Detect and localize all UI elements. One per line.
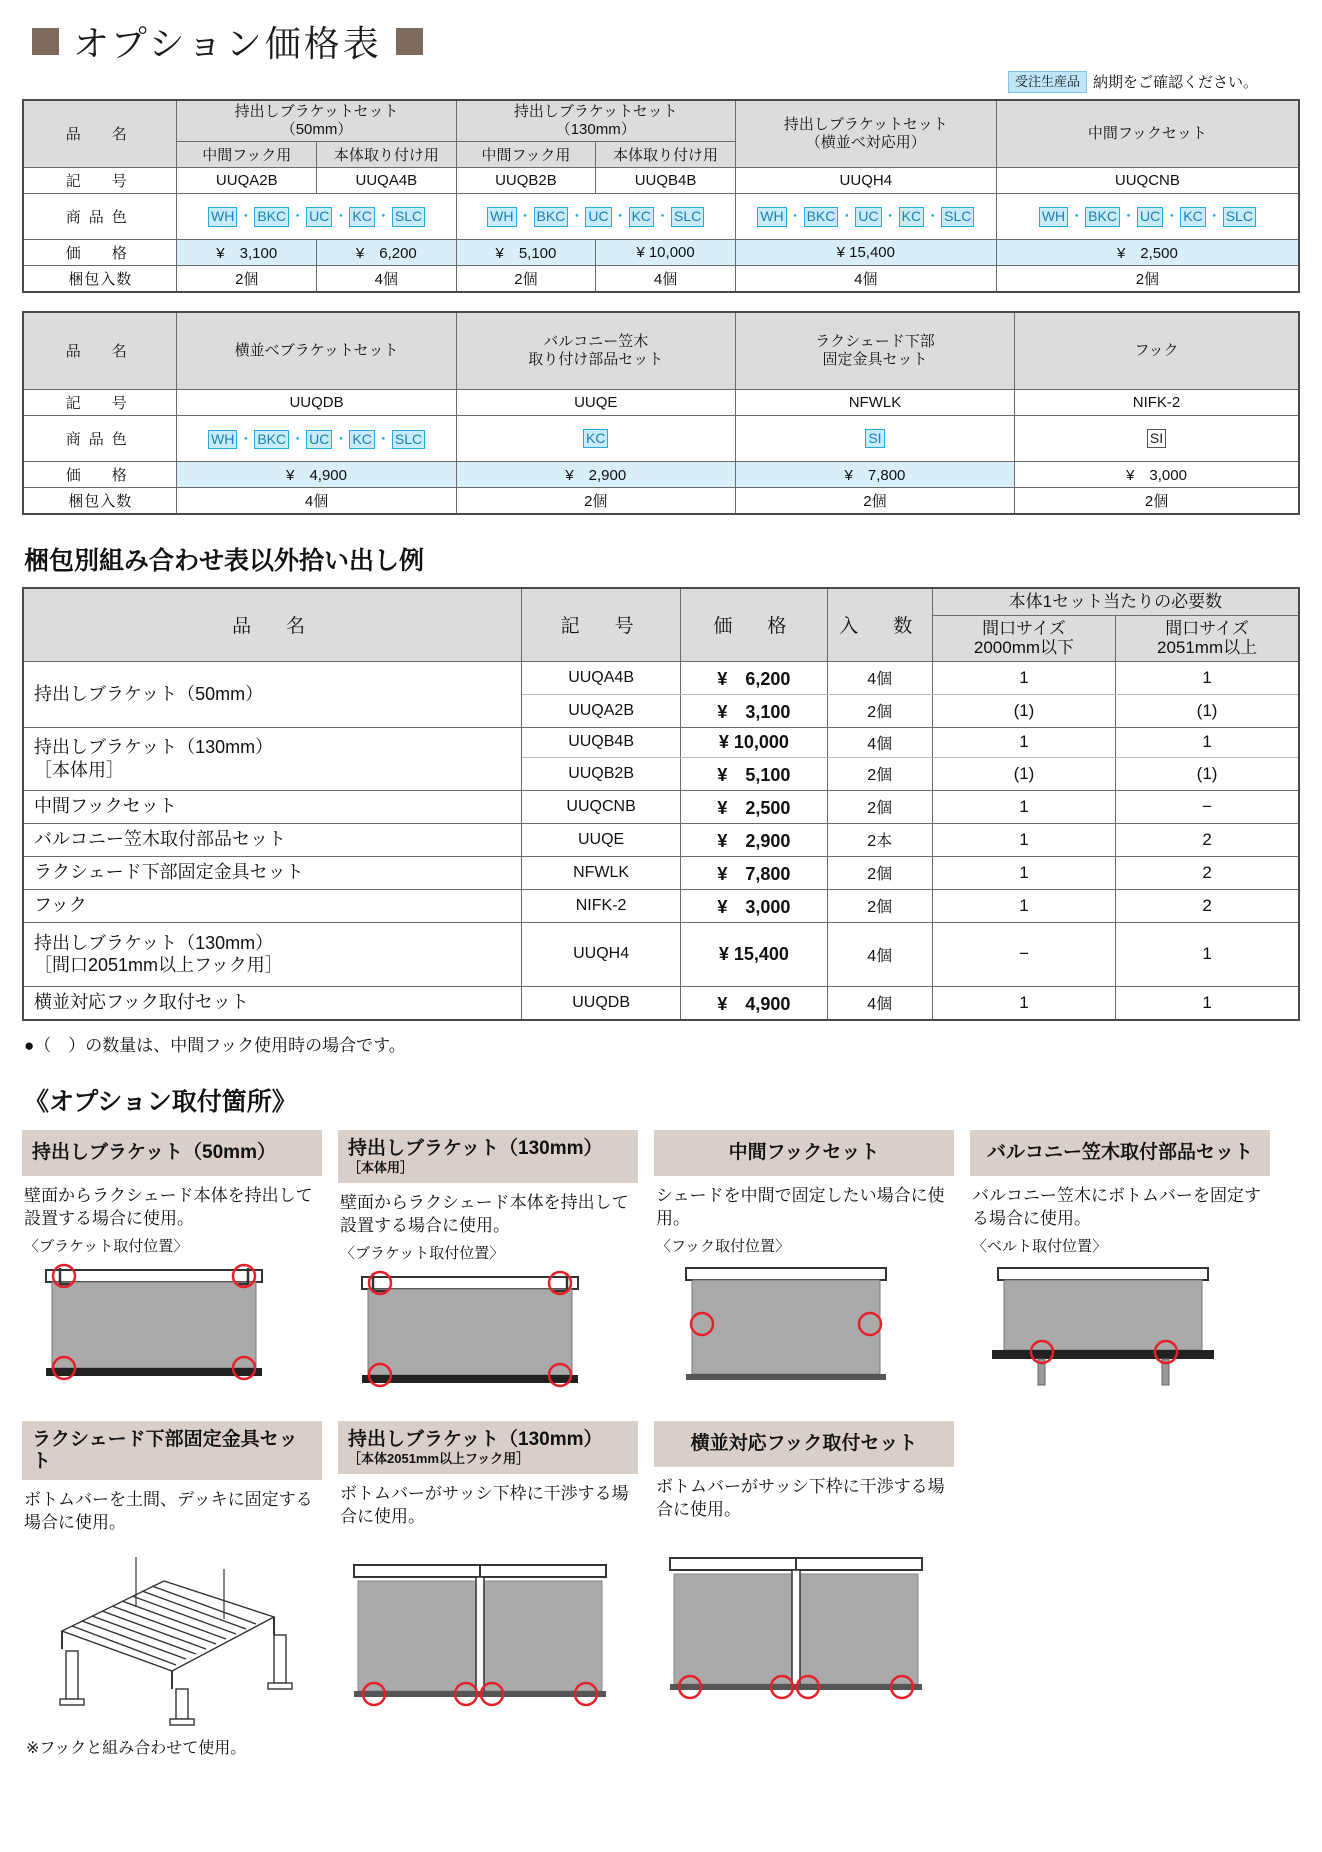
table-row [23, 889, 1299, 922]
table2-qty-row [23, 488, 1299, 515]
card-title-lower-fixing [22, 1421, 322, 1481]
t3-count-4-0: 2個 [827, 856, 932, 889]
table-row [23, 727, 1299, 757]
figure-double-b [656, 1544, 936, 1734]
card-subtitle-text: ［本体用］ [348, 1159, 414, 1175]
breakdown-table [22, 587, 1300, 1021]
t2-price-1: ¥ 2,900 [456, 462, 735, 488]
t3-name-2: 中間フックセット [23, 790, 522, 823]
t2-qty-1: 2個 [456, 488, 735, 515]
t3-b-1-1: (1) [1116, 757, 1299, 790]
t1-code-3: UUQB4B [596, 167, 736, 193]
card-desc-side-hook: ボトムバーがサッシ下枠に干渉する場合に使用。 [656, 1476, 945, 1519]
t3-code-3-0: UUQE [522, 823, 681, 856]
t3-code-7-0: UUQDB [522, 986, 681, 1020]
table-row [23, 986, 1299, 1020]
t3-h-code: 記 号 [522, 588, 681, 661]
t2-price-3: ¥ 3,000 [1015, 462, 1299, 488]
t1-code-1: UUQA4B [317, 167, 457, 193]
t1-sub-0-1: 本体取り付け用 [317, 141, 457, 167]
t3-price-1-1: ¥ 5,100 [681, 757, 828, 790]
t3-name-3: バルコニー笠木取付部品セット [23, 823, 522, 856]
figure-deck [24, 1539, 304, 1729]
t3-count-5-0: 2個 [827, 889, 932, 922]
t3-a-2-0: 1 [932, 790, 1115, 823]
t3-a-1-1: (1) [932, 757, 1115, 790]
card-title-text: 持出しブラケット（50mm） [32, 1141, 276, 1163]
t1-label-code: 記 号 [23, 167, 177, 193]
t3-a-3-0: 1 [932, 823, 1115, 856]
t3-name-1: 持出しブラケット（130mm） ［本体用］ [23, 727, 522, 790]
t1-qty-2: 2個 [456, 265, 596, 292]
t1-colors-3: WH ・ BKC ・ UC ・ KC ・ SLC [996, 193, 1299, 239]
t1-price-0: ¥ 3,100 [177, 239, 317, 265]
t2-name-0: 横並べブラケットセット [177, 312, 456, 390]
table1-price-row [23, 239, 1299, 265]
t1-qty-5: 2個 [996, 265, 1299, 292]
table-row [23, 790, 1299, 823]
t3-code-1-1: UUQB2B [522, 757, 681, 790]
t2-code-1: UUQE [456, 390, 735, 416]
t3-a-7-0: 1 [932, 986, 1115, 1020]
t3-code-5-0: NIFK-2 [522, 889, 681, 922]
card-caption-balcony: 〈ベルト取付位置〉 [972, 1237, 1108, 1255]
t1-qty-0: 2個 [177, 265, 317, 292]
table-row [23, 661, 1299, 694]
t1-price-5: ¥ 2,500 [996, 239, 1299, 265]
card-footnote-lower-fixing: ※フックと組み合わせて使用。 [26, 1740, 247, 1758]
card-bracket-130-hook [338, 1421, 638, 1759]
t3-h-need-a: 間口サイズ 2000mm以下 [932, 615, 1115, 661]
t3-b-5-0: 2 [1116, 889, 1299, 922]
t1-qty-1: 4個 [317, 265, 457, 292]
t1-group-3: 中間フックセット [996, 100, 1299, 168]
t3-b-0-0: 1 [1116, 661, 1299, 694]
t2-colors-1: KC [456, 416, 735, 462]
t2-code-3: NIFK-2 [1015, 390, 1299, 416]
t3-count-2-0: 2個 [827, 790, 932, 823]
t3-b-0-1: (1) [1116, 694, 1299, 727]
t3-a-0-0: 1 [932, 661, 1115, 694]
table1-color-row [23, 193, 1299, 239]
t3-b-4-0: 2 [1116, 856, 1299, 889]
t3-count-3-0: 2本 [827, 823, 932, 856]
t2-code-2: NFWLK [735, 390, 1014, 416]
t3-b-6-0: 1 [1116, 922, 1299, 986]
t2-label-color: 商品色 [23, 416, 177, 462]
page-title [32, 16, 1300, 67]
made-to-order-text: 納期をご確認ください。 [1092, 74, 1258, 92]
t3-code-0-1: UUQA2B [522, 694, 681, 727]
card-lower-fixing [22, 1421, 322, 1759]
t2-name-3: フック [1015, 312, 1299, 390]
t1-colors-1: WH ・ BKC ・ UC ・ KC ・ SLC [456, 193, 735, 239]
t1-group-2: 持出しブラケットセット （横並べ対応用） [735, 100, 996, 168]
table2-header-row [23, 312, 1299, 390]
t3-count-1-1: 2個 [827, 757, 932, 790]
t2-qty-0: 4個 [177, 488, 456, 515]
t3-a-4-0: 1 [932, 856, 1115, 889]
figure-double-a [340, 1551, 620, 1741]
card-title-bracket-130 [338, 1130, 638, 1183]
t2-qty-2: 2個 [735, 488, 1014, 515]
t1-price-3: ¥ 10,000 [596, 239, 736, 265]
t3-name-0: 持出しブラケット（50mm） [23, 661, 522, 727]
card-bracket-50 [22, 1130, 322, 1399]
table2-color-row [23, 416, 1299, 462]
install-cards-row-2 [22, 1421, 1300, 1759]
t2-name-1: バルコニー笠木 取り付け部品セット [456, 312, 735, 390]
t2-price-2: ¥ 7,800 [735, 462, 1014, 488]
t3-price-1-0: ¥ 10,000 [681, 727, 828, 757]
table2-code-row [23, 390, 1299, 416]
section-heading-install: 《オプション取付箇所》 [24, 1087, 297, 1116]
t3-price-3-0: ¥ 2,900 [681, 823, 828, 856]
figure-bracket-130 [340, 1269, 620, 1399]
t3-code-2-0: UUQCNB [522, 790, 681, 823]
card-desc-balcony: バルコニー笠木にボトムバーを固定する場合に使用。 [972, 1185, 1261, 1228]
page-title-text: オプション価格表 [73, 23, 382, 64]
t1-qty-4: 4個 [735, 265, 996, 292]
t3-code-0-0: UUQA4B [522, 661, 681, 694]
figure-balcony [972, 1262, 1252, 1392]
card-title-text: 横並対応フック取付セット [690, 1432, 918, 1454]
card-title-text: ラクシェード下部固定金具セット [32, 1428, 298, 1472]
t3-count-0-1: 2個 [827, 694, 932, 727]
t1-code-2: UUQB2B [456, 167, 596, 193]
t3-a-5-0: 1 [932, 889, 1115, 922]
table-footnote: ●（ ）の数量は、中間フック使用時の場合です。 [24, 1035, 406, 1055]
t1-price-4: ¥ 15,400 [735, 239, 996, 265]
t2-colors-3: SI [1015, 416, 1299, 462]
t3-count-1-0: 4個 [827, 727, 932, 757]
card-subtitle-text: ［本体2051mm以上フック用］ [348, 1450, 530, 1466]
t2-price-0: ¥ 4,900 [177, 462, 456, 488]
made-to-order-badge: 受注生産品 [1008, 71, 1087, 93]
t2-colors-0: WH ・ BKC ・ UC ・ KC ・ SLC [177, 416, 456, 462]
t3-a-0-1: (1) [932, 694, 1115, 727]
t1-code-4: UUQH4 [735, 167, 996, 193]
card-caption-mid-hook: 〈フック取付位置〉 [656, 1237, 790, 1255]
card-title-side-hook [654, 1421, 954, 1467]
card-desc-lower-fixing: ボトムバーを土間、デッキに固定する場合に使用。 [24, 1490, 313, 1533]
t1-colors-2: WH ・ BKC ・ UC ・ KC ・ SLC [735, 193, 996, 239]
t3-name-4: ラクシェード下部固定金具セット [23, 856, 522, 889]
t3-b-3-0: 2 [1116, 823, 1299, 856]
made-to-order-notice [22, 71, 1258, 93]
t1-price-1: ¥ 6,200 [317, 239, 457, 265]
figure-bracket-50 [24, 1262, 304, 1392]
t3-price-2-0: ¥ 2,500 [681, 790, 828, 823]
t1-code-5: UUQCNB [996, 167, 1299, 193]
t3-name-7: 横並対応フック取付セット [23, 986, 522, 1020]
t3-count-6-0: 4個 [827, 922, 932, 986]
t3-price-4-0: ¥ 7,800 [681, 856, 828, 889]
figure-mid-hook [656, 1262, 936, 1392]
card-desc-bracket-130: 壁面からラクシェード本体を持出して設置する場合に使用。 [340, 1192, 629, 1235]
t3-code-4-0: NFWLK [522, 856, 681, 889]
card-caption-bracket-130: 〈ブラケット取付位置〉 [340, 1244, 505, 1262]
card-caption-bracket-50: 〈ブラケット取付位置〉 [24, 1237, 189, 1255]
t1-group-1: 持出しブラケットセット （130mm） [456, 100, 735, 142]
t1-qty-3: 4個 [596, 265, 736, 292]
t3-price-5-0: ¥ 3,000 [681, 889, 828, 922]
t1-colors-0: WH ・ BKC ・ UC ・ KC ・ SLC [177, 193, 456, 239]
t3-b-2-0: − [1116, 790, 1299, 823]
t3-price-6-0: ¥ 15,400 [681, 922, 828, 986]
t3-price-0-0: ¥ 6,200 [681, 661, 828, 694]
card-title-text: バルコニー笠木取付部品セット [986, 1141, 1253, 1163]
t3-h-need-b: 間口サイズ 2051mm以上 [1116, 615, 1299, 661]
card-balcony [970, 1130, 1270, 1399]
square-marker-right-icon [396, 28, 423, 55]
t3-count-7-0: 4個 [827, 986, 932, 1020]
t1-price-2: ¥ 5,100 [456, 239, 596, 265]
card-title-balcony [970, 1130, 1270, 1176]
t3-a-6-0: − [932, 922, 1115, 986]
t2-qty-3: 2個 [1015, 488, 1299, 515]
table-row [23, 823, 1299, 856]
t1-label-name: 品 名 [23, 100, 177, 168]
t2-label-code: 記 号 [23, 390, 177, 416]
table-row [23, 856, 1299, 889]
t2-label-price: 価 格 [23, 462, 177, 488]
t3-h-price: 価 格 [681, 588, 828, 661]
t2-colors-2: SI [735, 416, 1014, 462]
table1-qty-row [23, 265, 1299, 292]
t1-label-color: 商品色 [23, 193, 177, 239]
t3-price-0-1: ¥ 3,100 [681, 694, 828, 727]
t2-label-name: 品 名 [23, 312, 177, 390]
t1-group-0: 持出しブラケットセット （50mm） [177, 100, 456, 142]
option-price-table-1 [22, 99, 1300, 293]
t1-sub-1-0: 中間フック用 [456, 141, 596, 167]
table-row [23, 922, 1299, 986]
t1-sub-0-0: 中間フック用 [177, 141, 317, 167]
t1-label-qty: 梱包入数 [23, 265, 177, 292]
table2-price-row [23, 462, 1299, 488]
t3-name-5: フック [23, 889, 522, 922]
t3-header-row-1 [23, 588, 1299, 615]
card-desc-mid-hook: シェードを中間で固定したい場合に使用。 [656, 1185, 945, 1228]
card-title-text: 持出しブラケット（130mm） [348, 1137, 603, 1159]
card-bracket-130 [338, 1130, 638, 1399]
t3-a-1-0: 1 [932, 727, 1115, 757]
install-cards-row-1 [22, 1130, 1300, 1399]
t2-name-2: ラクシェード下部 固定金具セット [735, 312, 1014, 390]
t3-price-7-0: ¥ 4,900 [681, 986, 828, 1020]
t3-code-6-0: UUQH4 [522, 922, 681, 986]
t3-b-7-0: 1 [1116, 986, 1299, 1020]
card-desc-bracket-50: 壁面からラクシェード本体を持出して設置する場合に使用。 [24, 1185, 313, 1228]
card-title-bracket-50 [22, 1130, 322, 1176]
card-title-text: 持出しブラケット（130mm） [348, 1428, 603, 1450]
t2-code-0: UUQDB [177, 390, 456, 416]
card-side-hook [654, 1421, 954, 1759]
t1-sub-1-1: 本体取り付け用 [596, 141, 736, 167]
table1-code-row [23, 167, 1299, 193]
square-marker-left-icon [32, 28, 59, 55]
card-title-text: 中間フックセット [728, 1141, 880, 1163]
card-desc-bracket-130-hook: ボトムバーがサッシ下枠に干渉する場合に使用。 [340, 1483, 629, 1526]
t3-name-6: 持出しブラケット（130mm） ［間口2051mm以上フック用］ [23, 922, 522, 986]
t1-code-0: UUQA2B [177, 167, 317, 193]
t3-code-1-0: UUQB4B [522, 727, 681, 757]
card-title-mid-hook [654, 1130, 954, 1176]
t2-label-qty: 梱包入数 [23, 488, 177, 515]
t3-count-0-0: 4個 [827, 661, 932, 694]
t3-b-1-0: 1 [1116, 727, 1299, 757]
card-title-bracket-130-hook [338, 1421, 638, 1474]
t3-h-count: 入 数 [827, 588, 932, 661]
t3-h-name: 品 名 [23, 588, 522, 661]
table1-header-row [23, 100, 1299, 142]
t3-h-need-group: 本体1セット当たりの必要数 [932, 588, 1299, 615]
card-mid-hook [654, 1130, 954, 1399]
section-heading-breakdown: 梱包別組み合わせ表以外拾い出し例 [24, 547, 425, 576]
option-price-table-2 [22, 311, 1300, 516]
t1-label-price: 価 格 [23, 239, 177, 265]
